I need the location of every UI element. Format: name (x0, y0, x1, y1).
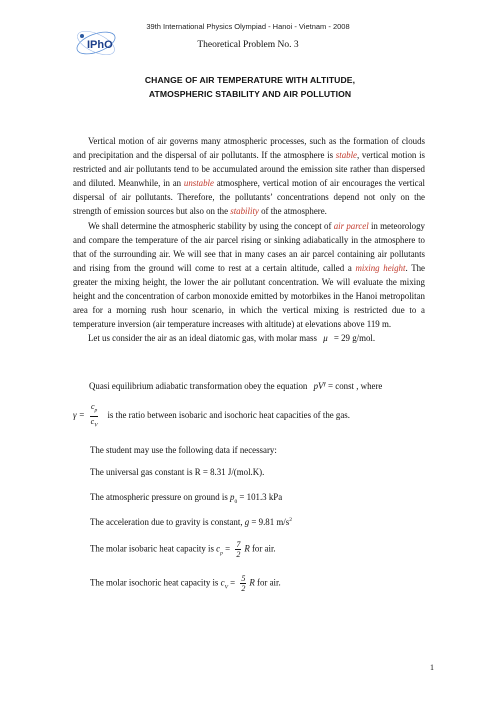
page-title (60, 73, 440, 101)
title-line-2: ATMOSPHERIC STABILITY AND AIR POLLUTION (148, 89, 352, 99)
paragraph-3: Let us consider the air as an ideal diatomic gas, with molar mass μ = 29 g/mol. (88, 333, 376, 344)
data-gravity: The acceleration due to gravity is constant, g = 9.81 $m/s^2$ (90, 517, 292, 527)
term-air-parcel: air parcel (333, 220, 369, 231)
cp-fraction: $\frac{7}{2}$ (236, 540, 241, 559)
data-pressure: The atmospheric pressure on ground is $p_0 = 101.3$ kPa (90, 492, 283, 505)
data-gas-constant: The universal gas constant is R = 8.31 J/(mol.K). (90, 467, 265, 477)
term-stability: stability (230, 206, 259, 217)
intro-text (73, 134, 425, 345)
cv-fraction: $\frac{5}{2}$ (241, 574, 246, 593)
data-intro: The student may use the following data if necessary: (90, 445, 277, 455)
paragraph-1: Vertical motion of air governs many atmospheric processes, such as the formation of clouds and precipitation and the dispersal of air pollutants. If the atmosphere is stable, vertical motion is restricted and air pollutants tend to be accumulated around the emission site rather than dispersed and diluted. Meanwhile, in an unstable atmosphere, vertical motion of air encourages the vertical dispersal of air pollutants. Therefore, the pollutants’ concentrations depend not only on the strength of emission sources but also on the stability of the atmosphere. (73, 136, 425, 217)
adiabatic-equation: $pV^\gamma$ (313, 381, 326, 391)
page-number: 1 (430, 663, 434, 672)
data-cv: The molar isochoric heat capacity is $c_V$ = $\frac{5}{2}$ R for air. (90, 574, 281, 593)
term-mixing-height: mixing height (355, 262, 406, 273)
data-cp: The molar isobaric heat capacity is $c_p$ = $\frac{7}{2}$ R for air. (90, 540, 276, 559)
adiabatic-equation-line: Quasi equilibrium adiabatic transformation obey the equation $pV^\gamma$ = const , where (89, 381, 383, 391)
gamma-fraction: $\frac{c_p}{c_V}$ (90, 402, 98, 429)
gamma-definition: γ = $\frac{c_p}{c_V}$ is the ratio between isobaric and isochoric heat capacities of the gas. (73, 402, 350, 429)
term-stable: stable (335, 150, 357, 161)
problem-number: Theoretical Problem No. 3 (197, 40, 299, 50)
olympiad-header: 39th International Physics Olympiad - Hanoi - Vietnam - 2008 (146, 22, 350, 31)
mu-symbol: μ (323, 333, 328, 344)
paragraph-2: We shall determine the atmospheric stability by using the concept of air parcel in meteorology and compare the temperature of the air parcel rising or sinking adiabatically in the atmosphere to that of the surrounding air. We will see that in many cases an air parcel containing air pollutants and rising from the ground will come to rest at a certain altitude, called a mixing height. The greater the mixing height, the lower the air pollutant concentration. We will evaluate the mixing height and the concentration of carbon monoxide emitted by motorbikes in the Hanoi metropolitan area for a morning rush hour scenario, in which the vertical mixing is restricted due to a temperature inversion (air temperature increases with altitude) at elevations above 119 m. (73, 220, 425, 330)
title-line-1: CHANGE OF AIR TEMPERATURE WITH ALTITUDE, (144, 75, 356, 85)
logo-text: IPhO (87, 39, 113, 51)
term-unstable: unstable (183, 178, 214, 189)
